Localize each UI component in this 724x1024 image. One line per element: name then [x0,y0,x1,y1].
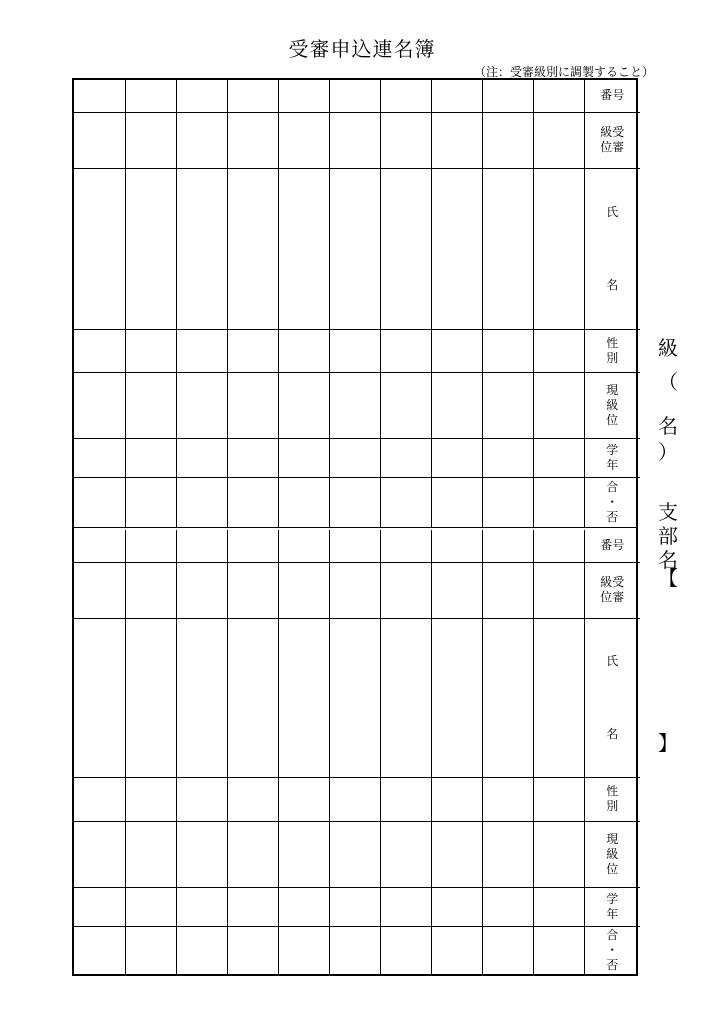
label-result-char2: ・ [606,942,619,957]
row-school-year [74,887,640,926]
row-current-grade [74,372,640,438]
entry-cell[interactable] [74,530,125,562]
label-current-char2: 級 [606,846,619,861]
label-name-char2: 名 [606,726,619,741]
label-gender [584,329,640,372]
entry-cell[interactable] [482,530,533,562]
label-gender-char2: 別 [606,799,619,813]
entry-cell[interactable] [533,477,584,527]
entry-cell[interactable] [482,168,533,329]
entry-cell[interactable] [125,777,176,821]
label-gender [584,777,640,821]
entry-cell[interactable] [125,372,176,438]
row-number [74,80,640,112]
entry-cell[interactable] [278,372,329,438]
label-current-char3: 位 [606,861,619,876]
row-result [74,926,640,974]
entry-cell[interactable] [431,777,482,821]
row-current-grade [74,821,640,887]
entry-cell[interactable] [380,329,431,372]
label-number: 番号 [584,80,640,112]
entry-cell[interactable] [533,80,584,112]
entry-cell[interactable] [278,477,329,527]
entry-cell[interactable] [176,329,227,372]
entry-cell[interactable] [74,618,125,777]
entry-cell[interactable] [533,821,584,887]
entry-cell[interactable] [227,530,278,562]
entry-cell[interactable] [227,777,278,821]
entry-cell[interactable] [431,372,482,438]
entry-cell[interactable] [227,438,278,477]
entry-cell[interactable] [380,168,431,329]
row-name [74,168,640,329]
entry-cell[interactable] [176,438,227,477]
entry-cell[interactable] [482,821,533,887]
row-number [74,530,640,562]
entry-cell[interactable] [329,777,380,821]
entry-cell[interactable] [176,821,227,887]
entry-cell[interactable] [431,112,482,168]
label-current-grade [584,372,640,438]
label-school-char2: 年 [606,906,619,921]
entry-cell[interactable] [431,530,482,562]
entry-cell[interactable] [380,926,431,974]
entry-cell[interactable] [431,329,482,372]
entry-cell[interactable] [227,477,278,527]
section-divider [74,527,636,528]
entry-cell[interactable] [125,926,176,974]
entry-cell[interactable] [431,438,482,477]
entry-cell[interactable] [482,777,533,821]
entry-cell[interactable] [380,777,431,821]
label-exam-grade [584,562,640,618]
entry-cell[interactable] [380,618,431,777]
entry-cell[interactable] [74,562,125,618]
side-branch-char2: 部 [658,524,678,548]
label-name-char2: 名 [606,277,619,292]
row-gender [74,777,640,821]
entry-cell[interactable] [74,329,125,372]
entry-cell[interactable] [278,530,329,562]
entry-cell[interactable] [482,477,533,527]
entry-cell[interactable] [176,112,227,168]
label-exam-grade-line2: 位審 [600,590,625,604]
entry-cell[interactable] [176,477,227,527]
entry-cell[interactable] [482,372,533,438]
entry-cell[interactable] [329,887,380,926]
roster-frame [72,78,638,976]
entry-cell[interactable] [329,168,380,329]
entry-cell[interactable] [431,926,482,974]
entry-cell[interactable] [533,562,584,618]
entry-cell[interactable] [431,618,482,777]
entry-cell[interactable] [329,80,380,112]
entry-cell[interactable] [278,112,329,168]
entry-cell[interactable] [176,887,227,926]
entry-cell[interactable] [431,562,482,618]
entry-cell[interactable] [533,438,584,477]
roster-table-upper [74,80,640,527]
entry-cell[interactable] [227,821,278,887]
entry-cell[interactable] [533,926,584,974]
label-school-char2: 年 [606,457,619,472]
entry-cell[interactable] [74,112,125,168]
entry-cell[interactable] [278,777,329,821]
row-exam-grade [74,112,640,168]
label-name [584,618,640,777]
entry-cell[interactable] [329,438,380,477]
entry-cell[interactable] [176,926,227,974]
page-title: 受審申込連名簿 [288,37,436,61]
entry-cell[interactable] [380,112,431,168]
entry-cell[interactable] [125,821,176,887]
entry-cell[interactable] [278,887,329,926]
entry-cell[interactable] [380,887,431,926]
entry-cell[interactable] [482,329,533,372]
entry-cell[interactable] [329,477,380,527]
row-result [74,477,640,527]
entry-cell[interactable] [329,329,380,372]
entry-cell[interactable] [278,926,329,974]
side-bracket-close: 】 [658,731,678,755]
entry-cell[interactable] [74,438,125,477]
entry-cell[interactable] [176,562,227,618]
side-paren-open: （ [658,370,678,394]
label-name-char1: 氏 [606,204,619,219]
entry-cell[interactable] [380,821,431,887]
entry-cell[interactable] [533,887,584,926]
label-school-char1: 学 [606,891,619,906]
entry-cell[interactable] [278,438,329,477]
label-current-char3: 位 [606,412,619,427]
entry-cell[interactable] [227,329,278,372]
entry-cell[interactable] [329,618,380,777]
entry-cell[interactable] [482,887,533,926]
entry-cell[interactable] [125,618,176,777]
side-branch-char1: 支 [658,500,678,524]
entry-cell[interactable] [227,562,278,618]
entry-cell[interactable] [125,329,176,372]
label-result [584,477,640,527]
entry-cell[interactable] [482,438,533,477]
entry-cell[interactable] [482,926,533,974]
label-gender-char1: 性 [606,784,619,798]
entry-cell[interactable] [74,372,125,438]
entry-cell[interactable] [380,372,431,438]
entry-cell[interactable] [533,372,584,438]
label-exam-grade-line2: 位審 [600,140,625,154]
entry-cell[interactable] [329,562,380,618]
entry-cell[interactable] [329,926,380,974]
entry-cell[interactable] [125,80,176,112]
entry-cell[interactable] [278,168,329,329]
entry-cell[interactable] [431,887,482,926]
label-result-char2: ・ [606,494,619,509]
entry-cell[interactable] [380,438,431,477]
entry-cell[interactable] [533,530,584,562]
entry-cell[interactable] [533,329,584,372]
entry-cell[interactable] [125,530,176,562]
entry-cell[interactable] [227,112,278,168]
label-gender-char2: 別 [606,350,619,365]
side-bracket-open: 【 [658,566,678,590]
entry-cell[interactable] [176,618,227,777]
label-name-char1: 氏 [606,653,619,668]
entry-cell[interactable] [278,329,329,372]
entry-cell[interactable] [227,887,278,926]
entry-cell[interactable] [482,80,533,112]
entry-cell[interactable] [329,112,380,168]
entry-cell[interactable] [176,777,227,821]
entry-cell[interactable] [125,887,176,926]
side-grade-char: 級 [658,336,678,360]
entry-cell[interactable] [431,80,482,112]
entry-cell[interactable] [431,168,482,329]
entry-cell[interactable] [329,372,380,438]
row-school-year [74,438,640,477]
label-current-char2: 級 [606,397,619,412]
entry-cell[interactable] [278,562,329,618]
entry-cell[interactable] [176,372,227,438]
label-current-char1: 現 [606,831,619,846]
label-result-char3: 否 [606,509,619,524]
entry-cell[interactable] [176,80,227,112]
entry-cell[interactable] [329,821,380,887]
entry-cell[interactable] [227,618,278,777]
row-exam-grade [74,562,640,618]
entry-cell[interactable] [74,926,125,974]
entry-cell[interactable] [380,80,431,112]
label-result-char3: 否 [606,957,619,972]
label-number: 番号 [584,530,640,562]
side-paren-close: ） [658,440,678,464]
label-current-char1: 現 [606,382,619,397]
entry-cell[interactable] [533,777,584,821]
entry-cell[interactable] [176,530,227,562]
side-branch-char3: 名 [658,548,678,572]
entry-cell[interactable] [329,530,380,562]
entry-cell[interactable] [125,112,176,168]
label-school-char1: 学 [606,442,619,457]
entry-cell[interactable] [74,80,125,112]
side-branch-label [648,500,688,572]
entry-cell[interactable] [176,168,227,329]
entry-cell[interactable] [227,80,278,112]
entry-cell[interactable] [278,821,329,887]
label-gender-char1: 性 [606,335,619,350]
entry-cell[interactable] [431,821,482,887]
entry-cell[interactable] [227,372,278,438]
entry-cell[interactable] [431,477,482,527]
entry-cell[interactable] [533,618,584,777]
entry-cell[interactable] [380,562,431,618]
row-name [74,618,640,777]
entry-cell[interactable] [227,168,278,329]
entry-cell[interactable] [482,562,533,618]
entry-cell[interactable] [380,477,431,527]
entry-cell[interactable] [278,80,329,112]
label-school-year [584,438,640,477]
entry-cell[interactable] [125,438,176,477]
label-result-char1: 合 [606,479,619,494]
entry-cell[interactable] [482,618,533,777]
label-exam-grade-line1: 級受 [600,125,625,139]
label-exam-grade-line1: 級受 [600,575,625,589]
entry-cell[interactable] [74,168,125,329]
entry-cell[interactable] [74,821,125,887]
label-result-char1: 合 [606,927,619,942]
side-count-char: 名 [658,414,678,438]
entry-cell[interactable] [74,477,125,527]
row-gender [74,329,640,372]
instruction-note: （注：受審級別に調製すること） [473,65,654,79]
label-result [584,926,640,974]
entry-cell[interactable] [227,926,278,974]
entry-cell[interactable] [380,530,431,562]
entry-cell[interactable] [278,618,329,777]
entry-cell[interactable] [533,168,584,329]
label-current-grade [584,821,640,887]
label-school-year [584,887,640,926]
entry-cell[interactable] [74,887,125,926]
entry-cell[interactable] [482,112,533,168]
entry-cell[interactable] [74,777,125,821]
entry-cell[interactable] [533,112,584,168]
roster-table-lower [74,530,640,974]
entry-cell[interactable] [125,562,176,618]
entry-cell[interactable] [125,477,176,527]
label-name [584,168,640,329]
entry-cell[interactable] [125,168,176,329]
label-exam-grade [584,112,640,168]
